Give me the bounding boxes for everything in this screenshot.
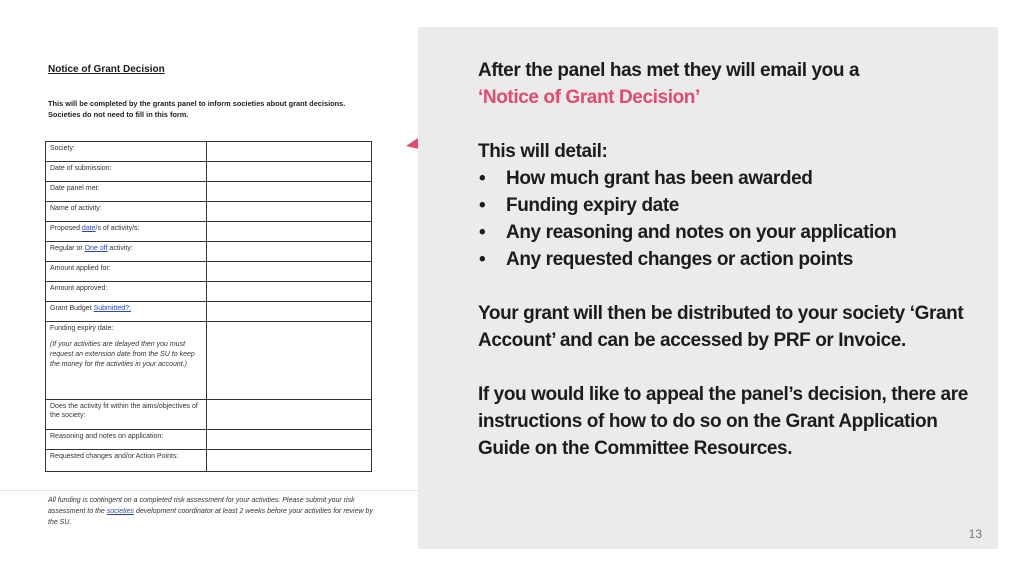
row-value <box>206 222 371 242</box>
panel-content <box>478 57 978 462</box>
form-table <box>45 141 372 472</box>
row-value <box>206 262 371 282</box>
bullet-text: How much grant has been awarded <box>506 168 813 189</box>
detail-list <box>478 165 978 273</box>
row-label-society: Society: <box>46 142 207 162</box>
table-row <box>46 142 372 162</box>
row-label-date-panel: Date panel met: <box>46 182 207 202</box>
list-item: • How much grant has been awarded <box>479 168 813 189</box>
row-label-regular <box>46 242 207 262</box>
row-value <box>206 430 371 450</box>
row-label-date-submission: Date of submission: <box>46 162 207 182</box>
table-row <box>46 302 372 322</box>
row-value <box>206 242 371 262</box>
detail-heading: This will detail: <box>478 141 608 162</box>
table-row <box>46 202 372 222</box>
form-title: Notice of Grant Decision <box>48 64 165 75</box>
bullet-text: Funding expiry date <box>506 195 679 216</box>
row-value <box>206 202 371 222</box>
budget-pre: Grant Budget <box>50 305 94 312</box>
table-row <box>46 400 372 430</box>
row-value <box>206 302 371 322</box>
row-label-requested: Requested changes and/or Action Points: <box>46 450 207 472</box>
page-number: 13 <box>968 527 982 541</box>
table-row <box>46 282 372 302</box>
row-value <box>206 162 371 182</box>
table-row <box>46 162 372 182</box>
row-label-amount-approved: Amount approved: <box>46 282 207 302</box>
row-label-name-activity: Name of activity: <box>46 202 207 222</box>
footnote-pre: All funding is contingent on a completed risk assessment for your activities. Please submit your risk assessment to the <box>48 497 355 515</box>
societies-link: societies <box>106 508 134 515</box>
list-item: • Any reasoning and notes on your application <box>479 222 897 243</box>
bullet-text: Any reasoning and notes on your application <box>506 222 897 243</box>
row-value <box>206 182 371 202</box>
form-intro: This will be completed by the grants panel to inform societies about grant decisions. Societies do not need to fill in this form. <box>48 99 346 119</box>
table-row <box>46 182 372 202</box>
row-label-expiry <box>46 322 207 400</box>
proposed-date-link: date <box>81 225 96 232</box>
submitted-link: Submitted?: <box>93 305 131 312</box>
distribution-text: Your grant will then be distributed to your society ‘Grant Account’ and can be accessed by PRF or Invoice. <box>478 303 964 351</box>
appeal-text: If you would like to appeal the panel’s decision, there are instructions of how to do so on the Grant Application Guide on the Committee Resources. <box>478 384 968 459</box>
footnote-post: development coordinator at least 2 weeks before your activities for review by the SU. <box>48 508 373 526</box>
intro-line: After the panel has met they will email you a <box>478 60 860 81</box>
proposed-post: /s of activity/s: <box>95 225 140 232</box>
table-row <box>46 450 372 472</box>
row-label-budget <box>46 302 207 322</box>
row-value <box>206 450 371 472</box>
table-row <box>46 242 372 262</box>
row-value <box>206 322 371 400</box>
expiry-label: Funding expiry date: <box>50 325 114 332</box>
proposed-pre: Proposed <box>50 225 82 232</box>
row-label-reasoning: Reasoning and notes on application: <box>46 430 207 450</box>
grant-decision-form <box>0 0 420 576</box>
list-item: • Any requested changes or action points <box>479 249 853 270</box>
row-label-amount-applied: Amount applied for: <box>46 262 207 282</box>
one-off-link: One off <box>84 245 108 252</box>
row-value <box>206 400 371 430</box>
notice-highlight: ‘Notice of Grant Decision’ <box>478 87 700 108</box>
form-divider <box>0 490 420 491</box>
form-footnote <box>48 495 378 528</box>
row-value <box>206 282 371 302</box>
bullet-text: Any requested changes or action points <box>506 249 853 270</box>
list-item: • Funding expiry date <box>479 195 679 216</box>
table-row <box>46 322 372 400</box>
table-row <box>46 222 372 242</box>
table-row <box>46 262 372 282</box>
regular-pre: Regular or <box>50 245 85 252</box>
row-value <box>206 142 371 162</box>
table-row <box>46 430 372 450</box>
info-panel <box>418 27 998 549</box>
regular-post: activity: <box>107 245 133 252</box>
expiry-note: (If your activities are delayed then you must request an extension date from the SU to keep the money for the activities in your account.) <box>50 341 195 368</box>
row-label-proposed-date <box>46 222 207 242</box>
row-label-fit: Does the activity fit within the aims/objectives of the society: <box>46 400 207 430</box>
